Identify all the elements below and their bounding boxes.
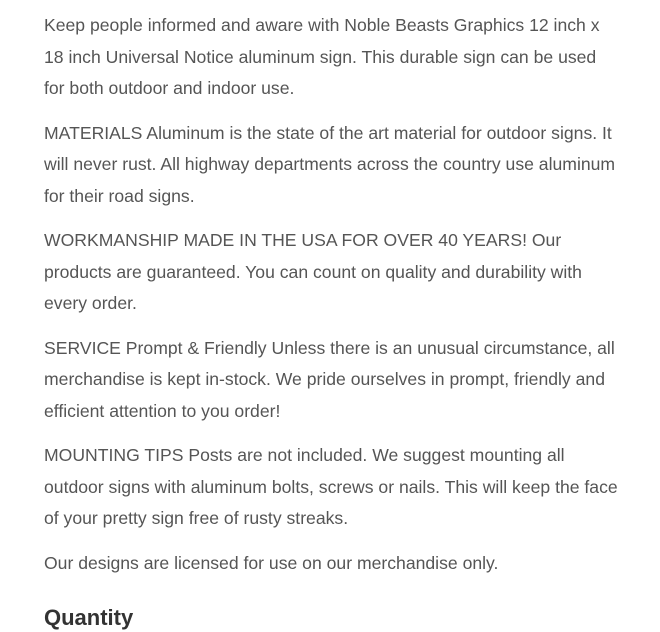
description-paragraph-service: SERVICE Prompt & Friendly Unless there is an unusual circumstance, all merchandise is kept in-stock. We pride ourselves in prompt, friendly and efficient attention to you order! xyxy=(44,337,615,421)
description-paragraph-license: Our designs are licensed for use on our merchandise only. xyxy=(44,552,499,573)
quantity-heading: Quantity xyxy=(44,605,134,630)
product-description xyxy=(44,10,619,592)
description-paragraph-materials: MATERIALS Aluminum is the state of the art material for outdoor signs. It will never rust. All highway departments across the country use aluminum for their road signs. xyxy=(44,122,616,206)
description-paragraph-intro: Keep people informed and aware with Noble Beasts Graphics 12 inch x 18 inch Universal Notice aluminum sign. This durable sign can be used for both outdoor and indoor use. xyxy=(44,15,600,98)
description-paragraph-mounting-tips: MOUNTING TIPS Posts are not included. We suggest mounting all outdoor signs with aluminum bolts, screws or nails. This will keep the face of your pretty sign free of rusty streaks. xyxy=(44,445,618,528)
description-paragraph-workmanship: WORKMANSHIP MADE IN THE USA FOR OVER 40 YEARS! Our products are guaranteed. You can count on quality and durability with every order. xyxy=(44,230,582,313)
